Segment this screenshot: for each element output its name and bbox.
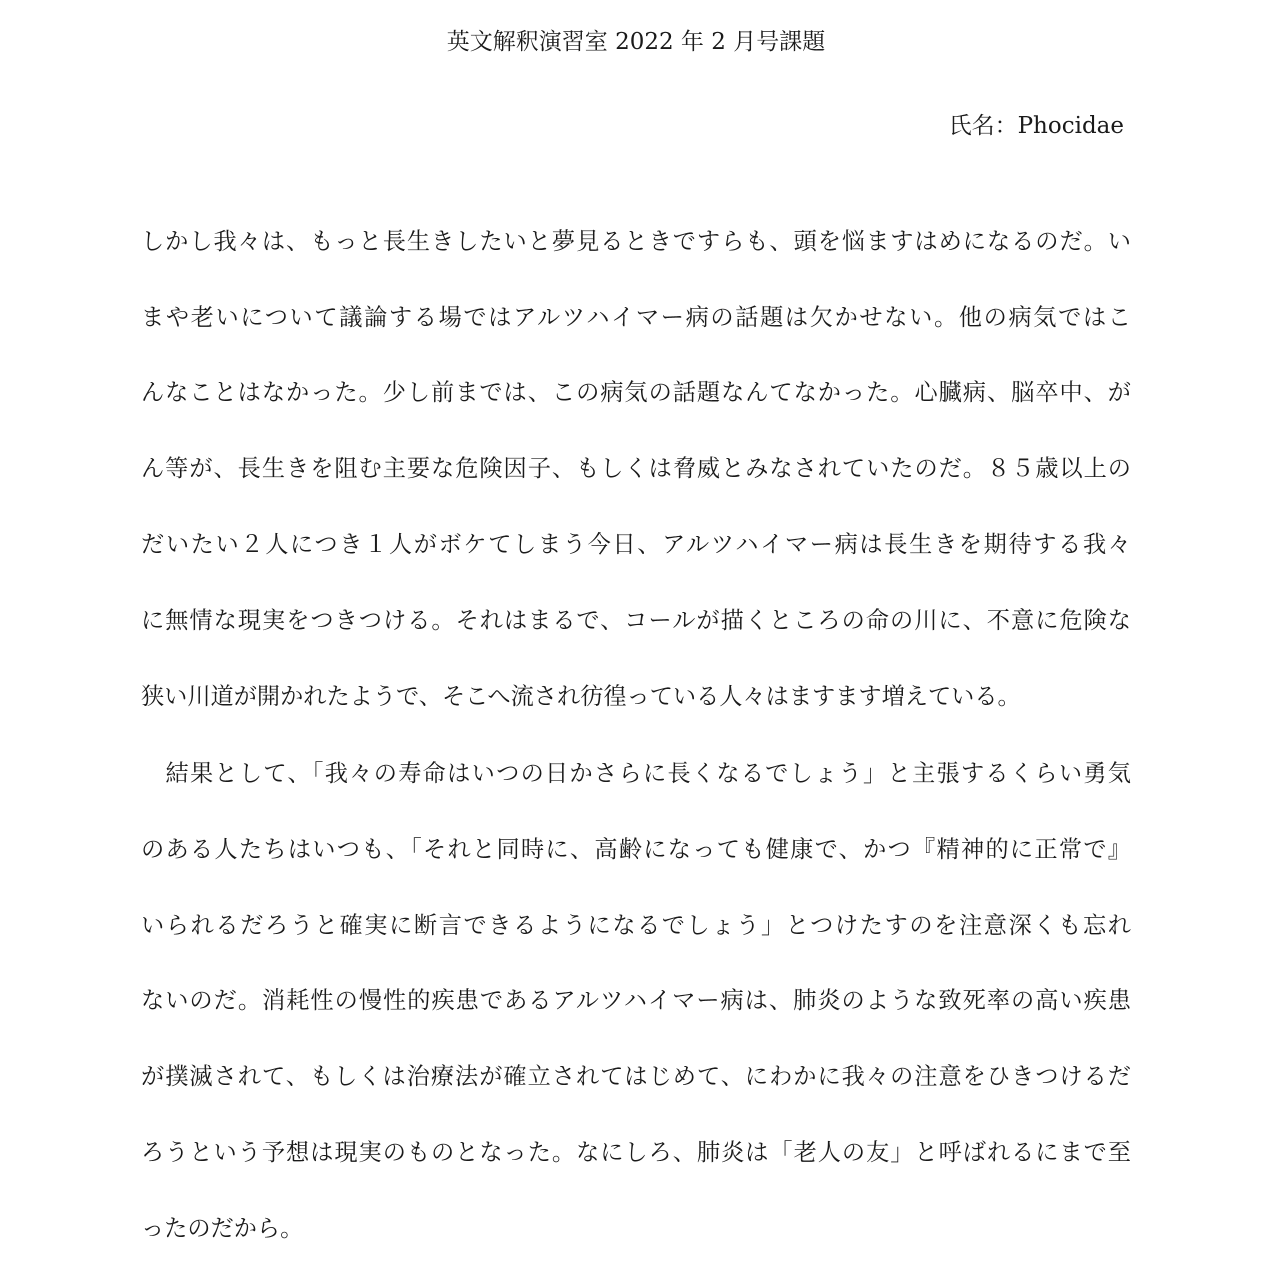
text-line: ないのだ。消耗性の慢性的疾患であるアルツハイマー病は、肺炎のような致死率の高い疾患 [141,987,1131,1014]
text-line: いられるだろうと確実に断言できるようになるでしょう」とつけたすのを注意深くも忘れ [141,912,1131,939]
text-line: に無情な現実をつきつける。それはまるで、コールが描くところの命の川に、不意に危険な [141,607,1131,634]
text-line: 狭い川道が開かれたようで、そこへ流され彷徨っている人々はますます増えている。 [141,683,1021,710]
text-line: のある人たちはいつも、「それと同時に、高齢になっても健康で、かつ『精神的に正常で』 [141,836,1131,863]
text-line: んなことはなかった。少し前までは、この病気の話題なんてなかった。心臓病、脳卒中、が [141,379,1131,406]
text-line: しかし我々は、もっと長生きしたいと夢見るときですらも、頭を悩ますはめになるのだ。い [141,228,1131,255]
text-line: ん等が、長生きを阻む主要な危険因子、もしくは脅威とみなされていたのだ。８５歳以上の [141,455,1131,482]
text-line: 結果として、「我々の寿命はいつの日かさらに長くなるでしょう」と主張するくらい勇気 [141,760,1131,787]
author-name: 氏名：Phocidae [948,113,1124,139]
text-line: だいたい２人につき１人がボケてしまう今日、アルツハイマー病は長生きを期待する我々 [141,531,1131,558]
text-line: ろうという予想は現実のものとなった。なにしろ、肺炎は「老人の友」と呼ばれるにまで至 [141,1139,1131,1166]
page-title: 英文解釈演習室 2022 年 2 月号課題 [446,29,826,55]
text-line: が撲滅されて、もしくは治療法が確立されてはじめて、にわかに我々の注意をひきつけるだ [141,1063,1131,1090]
text-line: ったのだから。 [141,1215,304,1242]
text-line: まや老いについて議論する場ではアルツハイマー病の話題は欠かせない。他の病気ではこ [141,304,1131,331]
